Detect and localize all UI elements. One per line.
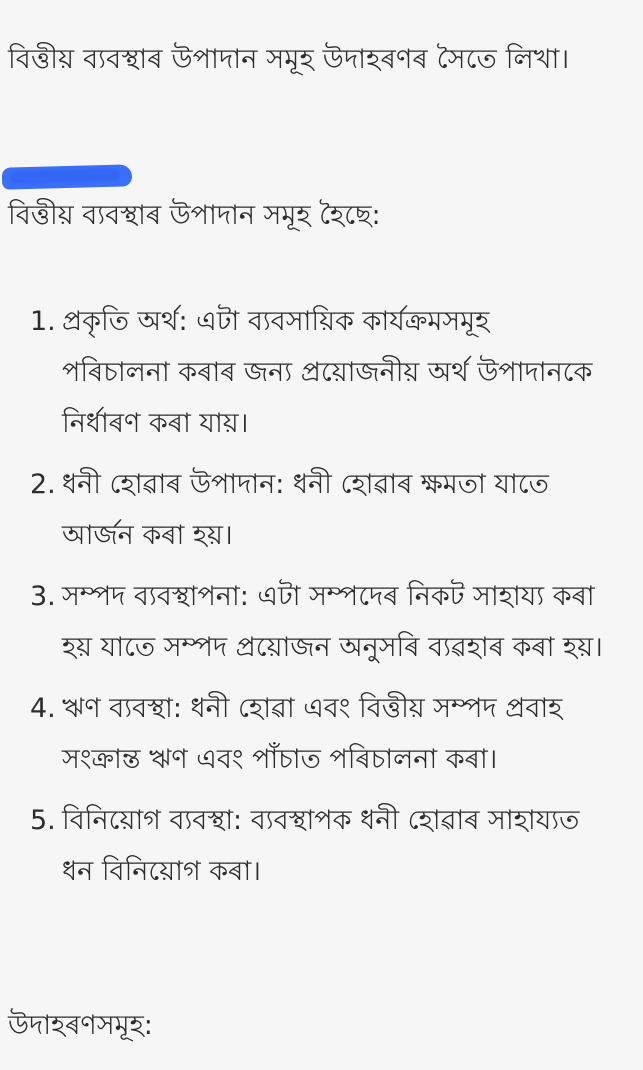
redaction-mark: [2, 164, 133, 189]
list-item: [0, 459, 643, 561]
list-item-number: 1.: [30, 306, 56, 337]
examples-heading: উদাহৰণসমূহ:: [8, 1010, 153, 1041]
list-item: [0, 571, 643, 673]
list-item: [0, 683, 643, 785]
list-item-text: সম্পদ ব্যবস্থাপনা: এটা সম্পদেৰ নিকট সাহায্য কৰা হয় যাতে সম্পদ প্ৰয়োজন অনুসৰি ব্যৱহাৰ কৰা হয়।: [62, 581, 603, 663]
list-item-text: প্ৰকৃতি অৰ্থ: এটা ব্যবসায়িক কাৰ্যক্ৰমসমূহ পৰিচালনা কৰাৰ জন্য প্ৰয়োজনীয় অৰ্থ উপাদানকে নিৰ্ধাৰণ কৰা যায়।: [62, 306, 593, 439]
list-item-number: 3.: [30, 581, 56, 612]
question-text: বিত্তীয় ব্যবস্থাৰ উপাদান সমূহ উদাহৰণৰ সৈতে লিখা।: [8, 44, 570, 75]
list-item-text: বিনিয়োগ ব্যবস্থা: ব্যবস্থাপক ধনী হোৱাৰ সাহায্যত ধন বিনিয়োগ কৰা।: [62, 805, 580, 887]
elements-list: [0, 296, 643, 907]
list-item: [0, 795, 643, 897]
list-item-number: 2.: [30, 469, 56, 500]
list-item-number: 5.: [30, 805, 56, 836]
list-item-text: ধনী হোৱাৰ উপাদান: ধনী হোৱাৰ ক্ষমতা যাতে আৰ্জন কৰা হয়।: [62, 469, 549, 551]
list-item-number: 4.: [30, 693, 56, 724]
intro-text: বিত্তীয় ব্যবস্থাৰ উপাদান সমূহ হৈছে:: [8, 200, 381, 231]
list-item-text: ঋণ ব্যবস্থা: ধনী হোৱা এবং বিত্তীয় সম্পদ প্ৰবাহ সংক্ৰান্ত ঋণ এবং পাঁচাত পৰিচালনা কৰা।: [62, 693, 563, 775]
list-item: [0, 296, 643, 449]
